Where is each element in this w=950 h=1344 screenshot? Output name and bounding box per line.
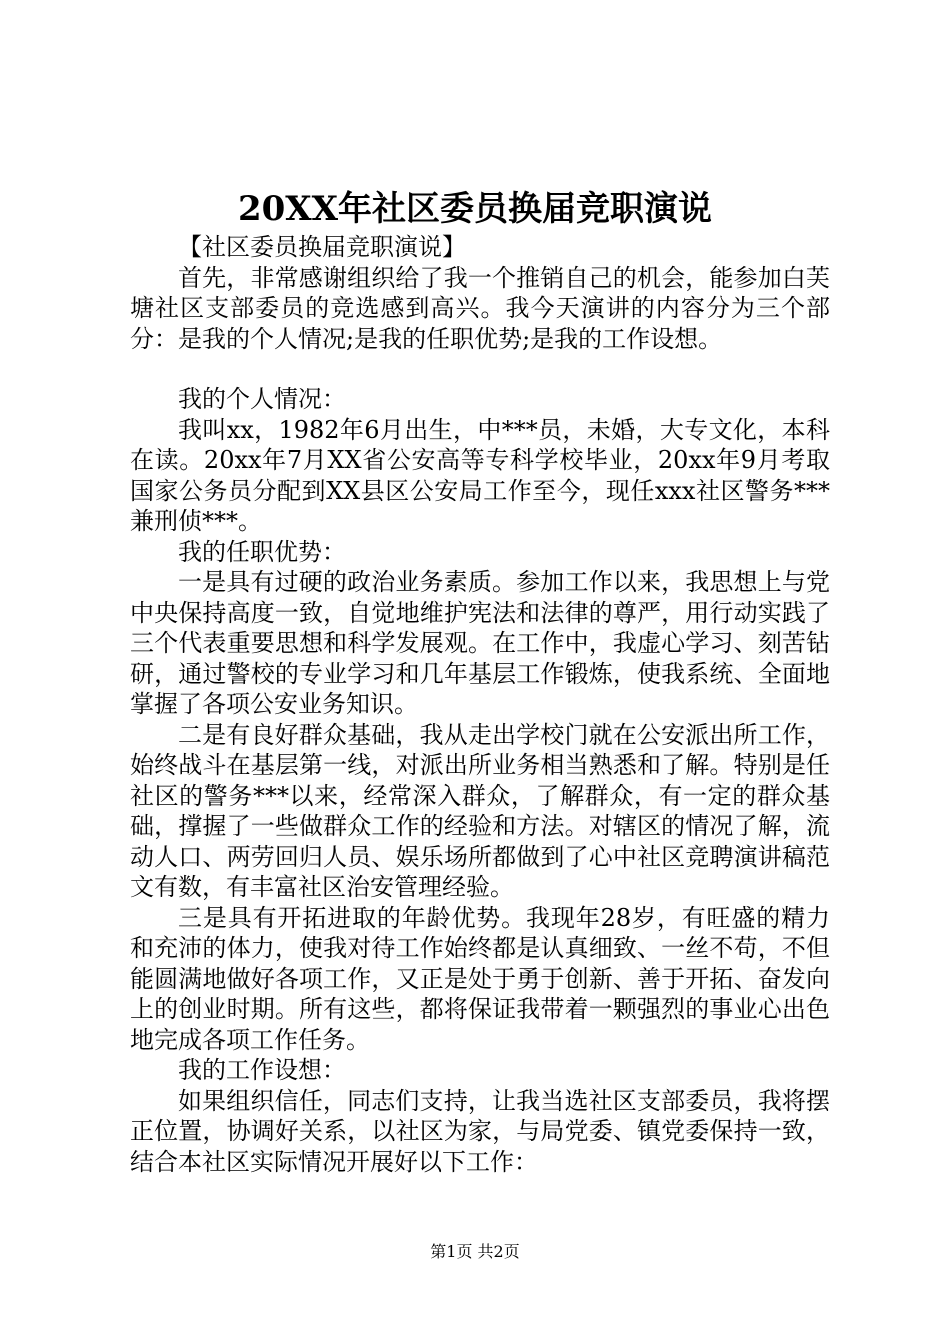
paragraph-intro: 首先，非常感谢组织给了我一个推销自己的机会，能参加白芙塘社区支部委员的竞选感到高兴。我今天演讲的内容分为三个部分：是我的个人情况;是我的任职优势;是我的工作设想。 — [130, 263, 830, 353]
paragraph-personal: 我叫xx，1982年6月出生，中***员，未婚，大专文化，本科在读。20xx年7月XX省公安高等专科学校毕业，20xx年9月考取国家公务员分配到XX县区公安局工作至今，现任xxx社区警务***兼刑侦***。 — [130, 415, 830, 535]
section-heading-personal: 我的个人情况： — [178, 385, 346, 413]
paragraph-advantage-2: 二是有良好群众基础，我从走出学校门就在公安派出所工作，始终战斗在基层第一线，对派出所业务相当熟悉和了解。特别是任社区的警务***以来，经常深入群众，了解群众，有一定的群众基础，撑握了一些做群众工作的经验和方法。对辖区的情况了解，流动人口、两劳回归人员、娱乐场所都做到了心中社区竞聘演讲稿范文有数，有丰富社区治安管理经验。 — [130, 720, 830, 901]
paragraph-plans: 如果组织信任，同志们支持，让我当选社区支部委员，我将摆正位置，协调好关系，以社区为家，与局党委、镇党委保持一致，结合本社区实际情况开展好以下工作： — [130, 1086, 830, 1176]
section-heading-advantages: 我的任职优势： — [178, 537, 346, 566]
document-title: 20XX年社区委员换届竞职演说 — [237, 189, 713, 229]
paragraph-advantage-1: 一是具有过硬的政治业务素质。参加工作以来，我思想上与党中央保持高度一致，自觉地维护宪法和法律的尊严，用行动实践了三个代表重要思想和科学发展观。在工作中，我虚心学习、刻苦钻研，通过警校的专业学习和几年基层工作锻炼，使我系统、全面地掌握了各项公安业务知识。 — [130, 568, 830, 718]
page-number-footer: 第1页 共2页 — [430, 1242, 520, 1261]
paragraph-heading: 【社区委员换届竞职演说】 — [178, 233, 466, 261]
paragraph-advantage-3: 三是具有开拓进取的年龄优势。我现年28岁，有旺盛的精力和充沛的体力，使我对待工作始终都是认真细致、一丝不苟，不但能圆满地做好各项工作，又正是处于勇于创新、善于开拓、奋发向上的创业时期。所有这些，都将保证我带着一颗强烈的事业心出色地完成各项工作任务。 — [130, 903, 830, 1054]
document-body — [130, 232, 830, 1177]
section-heading-plans: 我的工作设想： — [178, 1056, 346, 1084]
